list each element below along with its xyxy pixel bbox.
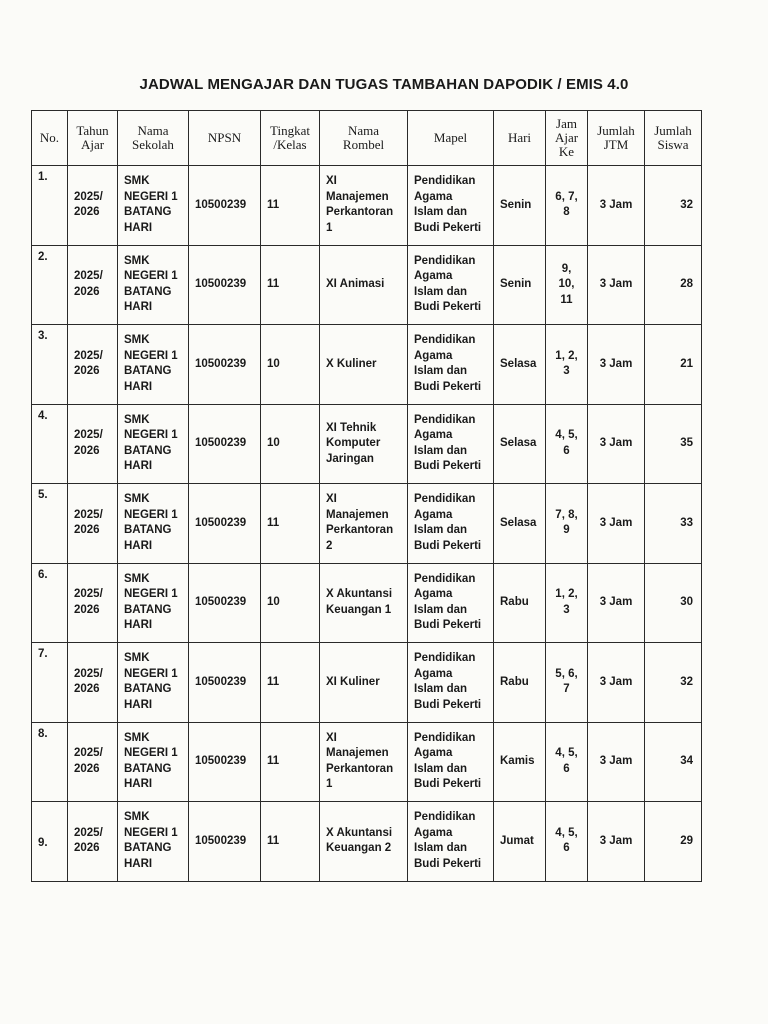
cell-siswa: 32 (645, 643, 702, 723)
cell-rombel: XI Manajemen Perkantoran 2 (320, 484, 408, 564)
cell-mapel: Pendidikan Agama Islam dan Budi Pekerti (408, 166, 494, 246)
cell-hari: Kamis (494, 722, 546, 802)
cell-siswa: 34 (645, 722, 702, 802)
cell-jam: 7, 8, 9 (546, 484, 588, 564)
cell-npsn: 10500239 (189, 245, 261, 325)
header-hari: Hari (494, 111, 546, 166)
header-tahun-ajar: Tahun Ajar (68, 111, 118, 166)
header-nama-sekolah: Nama Sekolah (118, 111, 189, 166)
cell-npsn: 10500239 (189, 325, 261, 405)
cell-mapel: Pendidikan Agama Islam dan Budi Pekerti (408, 325, 494, 405)
cell-jtm: 3 Jam (588, 166, 645, 246)
table-header-row (32, 111, 702, 166)
cell-no: 8. (32, 722, 68, 802)
cell-rombel: XI Manajemen Perkantoran 1 (320, 722, 408, 802)
table-row (32, 643, 702, 723)
table-row (32, 325, 702, 405)
cell-jtm: 3 Jam (588, 325, 645, 405)
cell-tingkat: 10 (261, 563, 320, 643)
table-row (32, 802, 702, 882)
cell-tingkat: 10 (261, 404, 320, 484)
table-row (32, 166, 702, 246)
cell-sekolah: SMK NEGERI 1 BATANG HARI (118, 722, 189, 802)
cell-siswa: 21 (645, 325, 702, 405)
cell-jtm: 3 Jam (588, 722, 645, 802)
document-title: JADWAL MENGAJAR DAN TUGAS TAMBAHAN DAPODIK / EMIS 4.0 (139, 76, 629, 93)
table-row (32, 563, 702, 643)
cell-hari: Senin (494, 166, 546, 246)
cell-no: 2. (32, 245, 68, 325)
cell-npsn: 10500239 (189, 563, 261, 643)
cell-jtm: 3 Jam (588, 484, 645, 564)
cell-mapel: Pendidikan Agama Islam dan Budi Pekerti (408, 722, 494, 802)
cell-jam: 5, 6, 7 (546, 643, 588, 723)
cell-no: 4. (32, 404, 68, 484)
cell-npsn: 10500239 (189, 802, 261, 882)
cell-jam: 9, 10, 11 (546, 245, 588, 325)
cell-siswa: 28 (645, 245, 702, 325)
cell-rombel: X Akuntansi Keuangan 1 (320, 563, 408, 643)
cell-mapel: Pendidikan Agama Islam dan Budi Pekerti (408, 404, 494, 484)
cell-no: 1. (32, 166, 68, 246)
cell-hari: Selasa (494, 484, 546, 564)
cell-mapel: Pendidikan Agama Islam dan Budi Pekerti (408, 802, 494, 882)
cell-no: 3. (32, 325, 68, 405)
cell-tahun: 2025/ 2026 (68, 404, 118, 484)
cell-tingkat: 11 (261, 722, 320, 802)
header-npsn: NPSN (189, 111, 261, 166)
cell-no: 5. (32, 484, 68, 564)
header-tingkat-kelas: Tingkat /Kelas (261, 111, 320, 166)
cell-rombel: X Akuntansi Keuangan 2 (320, 802, 408, 882)
schedule-table (31, 110, 702, 882)
table-row (32, 404, 702, 484)
cell-jam: 6, 7, 8 (546, 166, 588, 246)
cell-jam: 4, 5, 6 (546, 404, 588, 484)
cell-tahun: 2025/ 2026 (68, 643, 118, 723)
cell-rombel: XI Manajemen Perkantoran 1 (320, 166, 408, 246)
cell-no: 9. (32, 802, 68, 882)
cell-siswa: 29 (645, 802, 702, 882)
cell-tahun: 2025/ 2026 (68, 166, 118, 246)
cell-jtm: 3 Jam (588, 802, 645, 882)
cell-tahun: 2025/ 2026 (68, 325, 118, 405)
cell-jtm: 3 Jam (588, 404, 645, 484)
cell-tahun: 2025/ 2026 (68, 563, 118, 643)
header-jam-ajar-ke: Jam Ajar Ke (546, 111, 588, 166)
cell-sekolah: SMK NEGERI 1 BATANG HARI (118, 325, 189, 405)
cell-hari: Selasa (494, 404, 546, 484)
cell-tahun: 2025/ 2026 (68, 484, 118, 564)
cell-jam: 1, 2, 3 (546, 563, 588, 643)
cell-sekolah: SMK NEGERI 1 BATANG HARI (118, 166, 189, 246)
table-row (32, 245, 702, 325)
cell-sekolah: SMK NEGERI 1 BATANG HARI (118, 802, 189, 882)
header-no: No. (32, 111, 68, 166)
cell-tingkat: 10 (261, 325, 320, 405)
cell-tingkat: 11 (261, 643, 320, 723)
cell-hari: Selasa (494, 325, 546, 405)
header-mapel: Mapel (408, 111, 494, 166)
header-jumlah-jtm: Jumlah JTM (588, 111, 645, 166)
cell-npsn: 10500239 (189, 404, 261, 484)
cell-hari: Senin (494, 245, 546, 325)
cell-jtm: 3 Jam (588, 563, 645, 643)
cell-mapel: Pendidikan Agama Islam dan Budi Pekerti (408, 563, 494, 643)
cell-sekolah: SMK NEGERI 1 BATANG HARI (118, 484, 189, 564)
cell-sekolah: SMK NEGERI 1 BATANG HARI (118, 245, 189, 325)
cell-siswa: 33 (645, 484, 702, 564)
cell-sekolah: SMK NEGERI 1 BATANG HARI (118, 643, 189, 723)
cell-npsn: 10500239 (189, 484, 261, 564)
cell-mapel: Pendidikan Agama Islam dan Budi Pekerti (408, 643, 494, 723)
cell-tahun: 2025/ 2026 (68, 802, 118, 882)
cell-no: 7. (32, 643, 68, 723)
cell-jam: 1, 2, 3 (546, 325, 588, 405)
cell-rombel: X Kuliner (320, 325, 408, 405)
cell-mapel: Pendidikan Agama Islam dan Budi Pekerti (408, 245, 494, 325)
cell-mapel: Pendidikan Agama Islam dan Budi Pekerti (408, 484, 494, 564)
cell-tingkat: 11 (261, 245, 320, 325)
cell-hari: Rabu (494, 643, 546, 723)
table-row (32, 484, 702, 564)
cell-tingkat: 11 (261, 166, 320, 246)
cell-tahun: 2025/ 2026 (68, 245, 118, 325)
header-nama-rombel: Nama Rombel (320, 111, 408, 166)
cell-jam: 4, 5, 6 (546, 722, 588, 802)
cell-siswa: 35 (645, 404, 702, 484)
cell-siswa: 30 (645, 563, 702, 643)
cell-rombel: XI Animasi (320, 245, 408, 325)
cell-rombel: XI Tehnik Komputer Jaringan (320, 404, 408, 484)
cell-siswa: 32 (645, 166, 702, 246)
header-jumlah-siswa: Jumlah Siswa (645, 111, 702, 166)
cell-hari: Jumat (494, 802, 546, 882)
cell-sekolah: SMK NEGERI 1 BATANG HARI (118, 404, 189, 484)
cell-hari: Rabu (494, 563, 546, 643)
cell-npsn: 10500239 (189, 722, 261, 802)
cell-tingkat: 11 (261, 802, 320, 882)
cell-npsn: 10500239 (189, 166, 261, 246)
cell-rombel: XI Kuliner (320, 643, 408, 723)
cell-sekolah: SMK NEGERI 1 BATANG HARI (118, 563, 189, 643)
table-row (32, 722, 702, 802)
cell-npsn: 10500239 (189, 643, 261, 723)
cell-jam: 4, 5, 6 (546, 802, 588, 882)
cell-tahun: 2025/ 2026 (68, 722, 118, 802)
cell-jtm: 3 Jam (588, 245, 645, 325)
cell-no: 6. (32, 563, 68, 643)
cell-jtm: 3 Jam (588, 643, 645, 723)
cell-tingkat: 11 (261, 484, 320, 564)
